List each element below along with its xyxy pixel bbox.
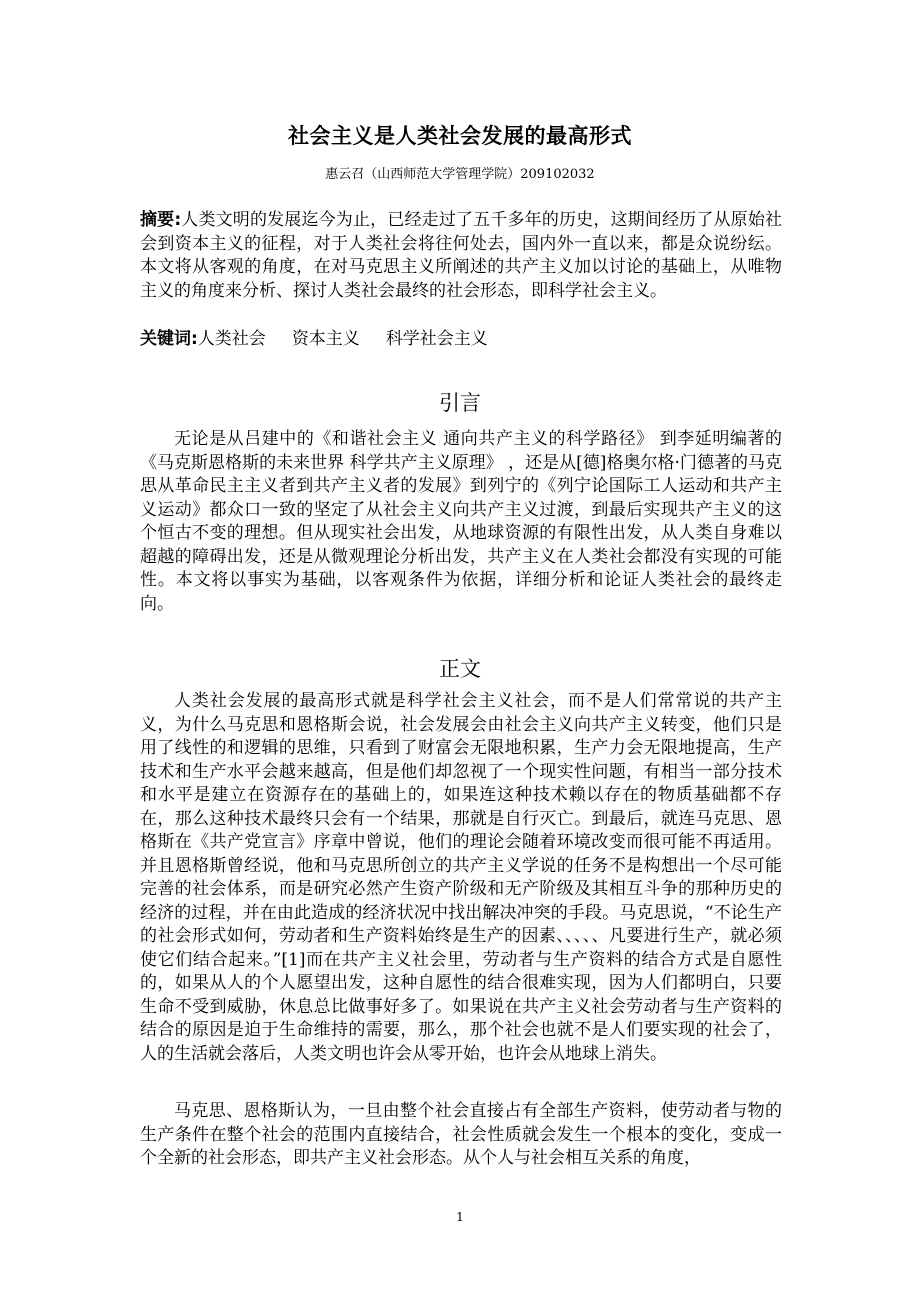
abstract xyxy=(140,209,782,303)
section-heading-main-text: 正文 xyxy=(439,657,481,681)
keyword-item: 人类社会 xyxy=(197,329,266,349)
author-line: 惠云召（山西师范大学管理学院）209102032 xyxy=(325,167,595,182)
page-title: 社会主义是人类社会发展的最高形式 xyxy=(288,124,632,148)
keywords xyxy=(140,328,782,352)
keyword-item: 资本主义 xyxy=(291,329,360,349)
main-text-paragraph: 人类社会发展的最高形式就是科学社会主义社会，而不是人们常常说的共产主义，为什么马克思和恩格斯会说，社会发展会由社会主义向共产主义转变，他们只是用了线性的和逻辑的思维，只看到了财富会无限地积累，生产力会无限地提高，生产技术和生产水平会越来越高，但是他们却忽视了一个现实性问题，有相当一部分技术和水平是建立在资源存在的基础上的，如果连这种技术赖以存在的物质基础都不存在，那么这种技术最终只会有一个结果，那就是自行灭亡。到最后，就连马克思、恩格斯在《共产党宣言》序章中曾说，他们的理论会随着环境改变而很可能不再适用。并且恩格斯曾经说，他和马克思所创立的共产主义学说的任务不是构想出一个尽可能完善的社会体系，而是研究必然产生资产阶级和无产阶级及其相互斗争的那种历史的经济的过程，并在由此造成的经济状况中找出解决冲突的手段。马克思说，“不论生产的社会形式如何，劳动者和生产资料始终是生产的因素、、、、、凡要进行生产，就必须使它们结合起来。”[1]而在共产主义社会里，劳动者与生产资料的结合方式是自愿性的，如果从人的个人愿望出发，这种自愿性的结合很难实现，因为人们都明白，只要生命不受到威胁，休息总比做事好多了。如果说在共产主义社会劳动者与生产资料的结合的原因是迫于生命维持的需要，那么，那个社会也就不是人们要实现的社会了，人的生活就会落后，人类文明也许会从零开始，也许会从地球上消失。 xyxy=(140,691,782,1064)
introduction-paragraph: 无论是从吕建中的《和谐社会主义 通向共产主义的科学路径》 到李延明编著的《马克斯恩格斯的未来世界 科学共产主义原理》 ，还是从[德]格奥尔格·门德著的马克思从革命民主主义者到共产主义者的发展》到列宁的《列宁论国际工人运动和共产主义运动》都众口一致的坚定了从社会主义向共产主义过渡，到最后实现共产主义的这个恒古不变的理想。但从现实社会出发，从地球资源的有限性出发，从人类自身难以超越的障碍出发，还是从微观理论分析出发，共产主义在人类社会都没有实现的可能性。本文将以事实为基础，以客观条件为依据，详细分析和论证人类社会的最终走向。 xyxy=(140,429,782,614)
keyword-item: 科学社会主义 xyxy=(385,329,488,349)
abstract-text: 人类文明的发展迄今为止，已经走过了五千多年的历史，这期间经历了从原始社会到资本主义的征程，对于人类社会将往何处去，国内外一直以来，都是众说纷纭。本文将从客观的角度，在对马克思主义所阐述的共产主义加以讨论的基础上，从唯物主义的角度来分析、探讨人类社会最终的社会形态，即科学社会主义。 xyxy=(140,210,782,301)
abstract-label: 摘要: xyxy=(140,210,182,230)
page-number: 1 xyxy=(456,1210,464,1224)
main-text-paragraph: 马克思、恩格斯认为，一旦由整个社会直接占有全部生产资料，使劳动者与物的生产条件在整个社会的范围内直接结合，社会性质就会发生一个根本的变化，变成一个全新的社会形态，即共产主义社会形态。从个人与社会相互关系的角度， xyxy=(140,1101,782,1168)
section-heading-introduction: 引言 xyxy=(439,391,481,415)
keywords-label: 关键词: xyxy=(140,329,198,349)
